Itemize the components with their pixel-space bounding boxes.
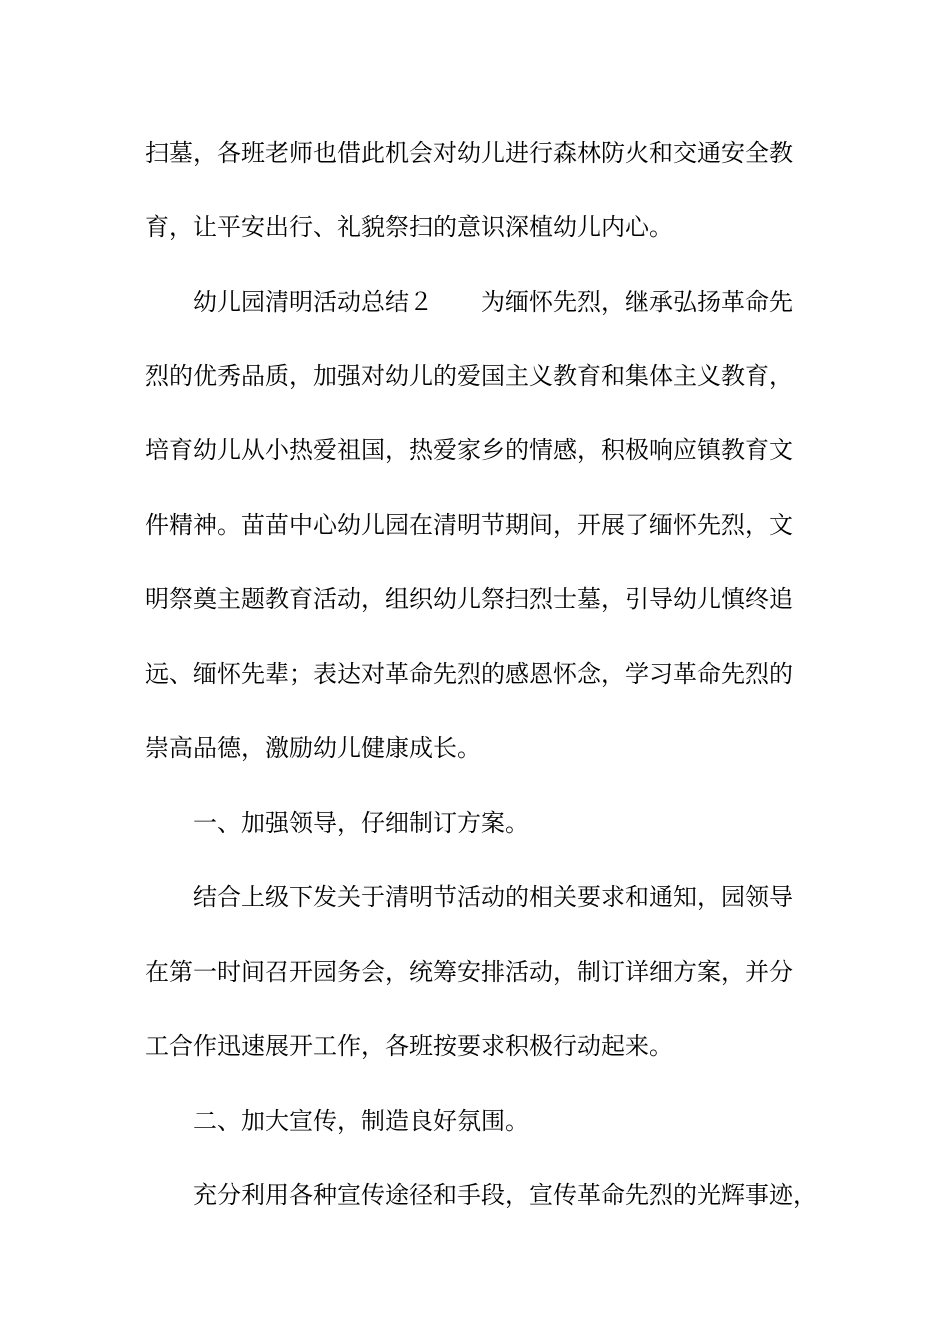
text-line: 培育幼儿从小热爱祖国，热爱家乡的情感，积极响应镇教育文 — [145, 436, 793, 464]
text-line: 烈的优秀品质，加强对幼儿的爱国主义教育和集体主义教育， — [145, 362, 793, 390]
text-line: 明祭奠主题教育活动，组织幼儿祭扫烈士墓，引导幼儿慎终追 — [145, 585, 793, 613]
text-line: 在第一时间召开园务会，统筹安排活动，制订详细方案，并分 — [145, 958, 793, 986]
text-line: 远、缅怀先辈；表达对革命先烈的感恩怀念，学习革命先烈的 — [145, 660, 793, 688]
section-heading: 二、加大宣传，制造良好氛围。 — [193, 1107, 529, 1135]
text-line: 件精神。苗苗中心幼儿园在清明节期间，开展了缅怀先烈，文 — [145, 511, 793, 539]
text-line: 结合上级下发关于清明节活动的相关要求和通知，园领导 — [193, 883, 793, 911]
section-title-line: 幼儿园清明活动总结２ 为缅怀先烈，继承弘扬革命先 — [193, 288, 793, 316]
text-line: 工合作迅速展开工作，各班按要求积极行动起来。 — [145, 1032, 673, 1060]
text-line: 充分利用各种宣传途径和手段，宣传革命先烈的光辉事迹， — [193, 1181, 817, 1209]
text-line: 育，让平安出行、礼貌祭扫的意识深植幼儿内心。 — [145, 213, 673, 241]
text-line: 崇高品德，激励幼儿健康成长。 — [145, 734, 481, 762]
section-heading: 一、加强领导，仔细制订方案。 — [193, 809, 529, 837]
text-line: 扫墓，各班老师也借此机会对幼儿进行森林防火和交通安全教 — [145, 139, 793, 167]
